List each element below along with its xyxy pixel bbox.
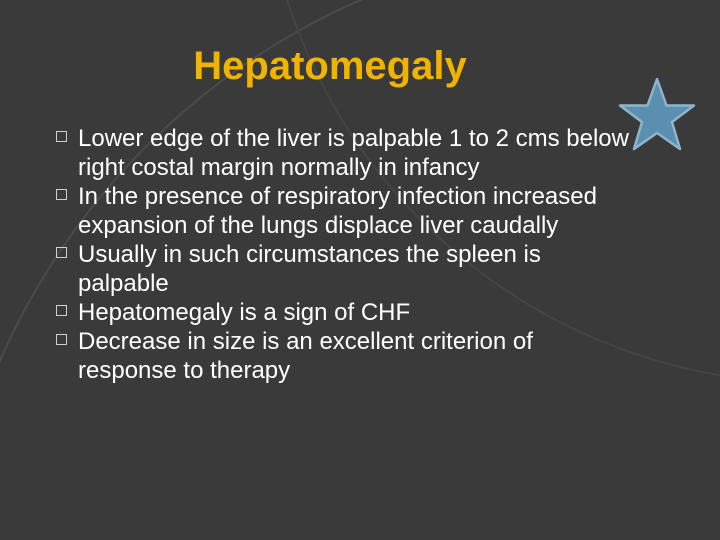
bullet-icon xyxy=(56,247,67,258)
bullet-item xyxy=(56,298,636,327)
bullet-icon xyxy=(56,131,67,142)
bullet-text: Lower edge of the liver is palpable 1 to 2 cms below right costal margin normally in infancy xyxy=(78,125,629,181)
bullet-icon xyxy=(56,189,67,200)
bullet-item xyxy=(56,182,636,240)
bullet-icon xyxy=(56,334,67,345)
bullet-text: Decrease in size is an excellent criterion of response to therapy xyxy=(78,328,533,384)
bullet-text: Hepatomegaly is a sign of CHF xyxy=(78,299,411,326)
bullet-list xyxy=(56,124,636,385)
bullet-item xyxy=(56,240,636,298)
bullet-item xyxy=(56,124,636,182)
bullet-text: Usually in such circumstances the spleen is palpable xyxy=(78,241,541,297)
bullet-item xyxy=(56,327,636,385)
slide-title: Hepatomegaly xyxy=(193,44,467,88)
bullet-text: In the presence of respiratory infection increased expansion of the lungs displace liver caudally xyxy=(78,183,597,239)
bullet-icon xyxy=(56,305,67,316)
